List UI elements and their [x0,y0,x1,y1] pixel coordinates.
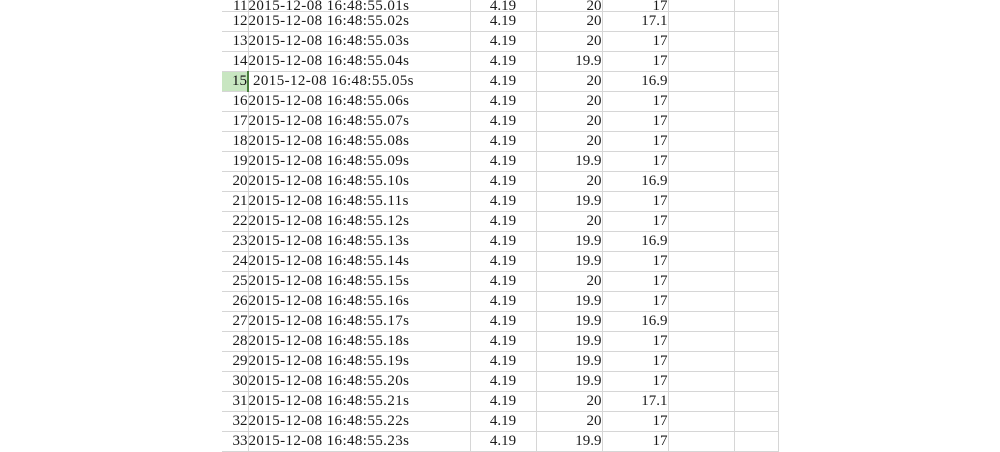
cell-timestamp[interactable]: 2015-12-08 16:48:55.05s [248,72,470,92]
cell-timestamp[interactable]: 2015-12-08 16:48:55.21s [248,392,470,412]
table-row[interactable] [222,192,778,212]
cell-value-d[interactable] [668,392,734,412]
cell-value-e[interactable] [734,32,778,52]
cell-value-d[interactable] [668,352,734,372]
cell-timestamp[interactable]: 2015-12-08 16:48:55.18s [248,332,470,352]
cell-value-c[interactable]: 17 [602,132,668,152]
cell-timestamp[interactable]: 2015-12-08 16:48:55.09s [248,152,470,172]
row-header[interactable]: 13 [222,32,248,52]
row-header[interactable]: 27 [222,312,248,332]
cell-timestamp[interactable]: 2015-12-08 16:48:55.11s [248,192,470,212]
table-row[interactable] [222,92,778,112]
cell-value-e[interactable] [734,112,778,132]
cell-value-d[interactable] [668,332,734,352]
cell-value-b[interactable]: 20 [536,32,602,52]
table-row[interactable] [222,252,778,272]
row-header[interactable]: 29 [222,352,248,372]
cell-value-c[interactable]: 16.9 [602,172,668,192]
cell-value-b[interactable]: 20 [536,172,602,192]
cell-value-b[interactable]: 19.9 [536,312,602,332]
cell-value-d[interactable] [668,32,734,52]
cell-timestamp[interactable]: 2015-12-08 16:48:55.15s [248,272,470,292]
cell-value-a[interactable]: 4.19 [470,172,536,192]
cell-value-c[interactable]: 17 [602,32,668,52]
cell-value-a[interactable]: 4.19 [470,292,536,312]
cell-timestamp[interactable]: 2015-12-08 16:48:55.14s [248,252,470,272]
table-row[interactable] [222,12,778,32]
cell-value-a[interactable]: 4.19 [470,412,536,432]
cell-value-c[interactable]: 17 [602,192,668,212]
cell-value-c[interactable]: 17 [602,212,668,232]
cell-value-d[interactable] [668,372,734,392]
cell-value-b[interactable]: 19.9 [536,372,602,392]
row-header[interactable]: 23 [222,232,248,252]
right-margin [778,0,1000,413]
cell-value-c[interactable]: 17 [602,92,668,112]
table-row[interactable] [222,412,778,432]
cell-value-b[interactable]: 20 [536,412,602,432]
cell-value-c[interactable]: 17 [602,272,668,292]
row-header[interactable]: 16 [222,92,248,112]
cell-value-b[interactable]: 20 [536,272,602,292]
row-header[interactable]: 14 [222,52,248,72]
table-row[interactable] [222,312,778,332]
cell-value-e[interactable] [734,152,778,172]
cell-value-c[interactable]: 16.9 [602,232,668,252]
row-header[interactable]: 30 [222,372,248,392]
data-table[interactable] [222,0,779,452]
cell-value-e[interactable] [734,12,778,32]
cell-value-a[interactable]: 4.19 [470,192,536,212]
cell-value-b[interactable]: 19.9 [536,292,602,312]
cell-value-c[interactable]: 17 [602,0,668,12]
cell-value-d[interactable] [668,192,734,212]
cell-value-c[interactable]: 17 [602,152,668,172]
cell-value-a[interactable]: 4.19 [470,132,536,152]
cell-value-c[interactable]: 17 [602,112,668,132]
table-row[interactable] [222,352,778,372]
cell-value-c[interactable]: 17 [602,332,668,352]
cell-timestamp[interactable]: 2015-12-08 16:48:55.16s [248,292,470,312]
cell-value-a[interactable]: 4.19 [470,232,536,252]
cell-timestamp[interactable]: 2015-12-08 16:48:55.10s [248,172,470,192]
table-row[interactable] [222,112,778,132]
row-header[interactable]: 28 [222,332,248,352]
table-row[interactable] [222,232,778,252]
cell-value-b[interactable]: 19.9 [536,152,602,172]
left-margin [0,0,222,413]
cell-timestamp[interactable]: 2015-12-08 16:48:55.19s [248,352,470,372]
cell-value-b[interactable]: 19.9 [536,252,602,272]
table-row[interactable] [222,432,778,452]
row-header[interactable]: 32 [222,412,248,432]
cell-timestamp[interactable]: 2015-12-08 16:48:55.12s [248,212,470,232]
cell-timestamp[interactable]: 2015-12-08 16:48:55.22s [248,412,470,432]
cell-value-d[interactable] [668,432,734,452]
row-header[interactable]: 17 [222,112,248,132]
table-row[interactable] [222,32,778,52]
cell-timestamp[interactable]: 2015-12-08 16:48:55.20s [248,372,470,392]
row-header[interactable]: 18 [222,132,248,152]
cell-value-d[interactable] [668,112,734,132]
cell-value-c[interactable]: 17.1 [602,12,668,32]
cell-value-a[interactable]: 4.19 [470,252,536,272]
cell-value-a[interactable]: 4.19 [470,392,536,412]
cell-value-c[interactable]: 17 [602,352,668,372]
cell-value-c[interactable]: 17 [602,292,668,312]
cell-value-d[interactable] [668,132,734,152]
row-header[interactable]: 31 [222,392,248,412]
cell-value-d[interactable] [668,12,734,32]
cell-value-c[interactable]: 17 [602,52,668,72]
cell-value-d[interactable] [668,412,734,432]
cell-timestamp[interactable]: 2015-12-08 16:48:55.04s [248,52,470,72]
row-header[interactable]: 24 [222,252,248,272]
cell-value-e[interactable] [734,212,778,232]
cell-timestamp[interactable]: 2015-12-08 16:48:55.06s [248,92,470,112]
cell-timestamp[interactable]: 2015-12-08 16:48:55.02s [248,12,470,32]
cell-value-c[interactable]: 17 [602,412,668,432]
cell-value-d[interactable] [668,72,734,92]
cell-value-b[interactable]: 19.9 [536,192,602,212]
cell-value-e[interactable] [734,432,778,452]
cell-timestamp[interactable]: 2015-12-08 16:48:55.07s [248,112,470,132]
cell-value-e[interactable] [734,412,778,432]
cell-value-d[interactable] [668,92,734,112]
cell-value-a[interactable]: 4.19 [470,332,536,352]
cell-value-e[interactable] [734,52,778,72]
cell-value-b[interactable]: 20 [536,112,602,132]
table-row[interactable] [222,52,778,72]
table-row[interactable] [222,332,778,352]
table-row[interactable] [222,72,778,92]
cell-value-b[interactable]: 20 [536,392,602,412]
cell-value-e[interactable] [734,252,778,272]
cell-value-e[interactable] [734,132,778,152]
cell-value-a[interactable]: 4.19 [470,72,536,92]
cell-value-b[interactable]: 19.9 [536,352,602,372]
cell-value-d[interactable] [668,212,734,232]
cell-value-d[interactable] [668,292,734,312]
cell-value-e[interactable] [734,172,778,192]
table-row[interactable] [222,372,778,392]
table-row[interactable] [222,272,778,292]
table-row[interactable] [222,132,778,152]
row-header[interactable]: 25 [222,272,248,292]
cell-value-c[interactable]: 17 [602,432,668,452]
cell-timestamp[interactable]: 2015-12-08 16:48:55.23s [248,432,470,452]
cell-timestamp[interactable]: 2015-12-08 16:48:55.13s [248,232,470,252]
cell-value-b[interactable]: 20 [536,92,602,112]
cell-value-b[interactable]: 19.9 [536,232,602,252]
cell-value-d[interactable] [668,152,734,172]
cell-value-e[interactable] [734,272,778,292]
row-header[interactable]: 22 [222,212,248,232]
cell-value-b[interactable]: 20 [536,212,602,232]
cell-timestamp[interactable]: 2015-12-08 16:48:55.03s [248,32,470,52]
cell-value-b[interactable]: 20 [536,132,602,152]
cell-value-b[interactable]: 20 [536,0,602,12]
cell-value-a[interactable]: 4.19 [470,0,536,12]
cell-timestamp[interactable]: 2015-12-08 16:48:55.17s [248,312,470,332]
cell-value-a[interactable]: 4.19 [470,152,536,172]
cell-value-e[interactable] [734,372,778,392]
cell-value-e[interactable] [734,352,778,372]
row-header[interactable]: 15 [222,72,248,92]
cell-value-a[interactable]: 4.19 [470,352,536,372]
row-header[interactable]: 26 [222,292,248,312]
cell-value-c[interactable]: 17 [602,252,668,272]
table-row[interactable] [222,152,778,172]
cell-value-e[interactable] [734,72,778,92]
cell-value-a[interactable]: 4.19 [470,372,536,392]
row-header[interactable]: 20 [222,172,248,192]
cell-value-c[interactable]: 17.1 [602,392,668,412]
cell-value-a[interactable]: 4.19 [470,212,536,232]
cell-value-a[interactable]: 4.19 [470,312,536,332]
cell-value-a[interactable]: 4.19 [470,52,536,72]
row-header[interactable]: 19 [222,152,248,172]
cell-value-c[interactable]: 17 [602,372,668,392]
cell-value-d[interactable] [668,252,734,272]
cell-value-e[interactable] [734,312,778,332]
cell-value-d[interactable] [668,272,734,292]
cell-value-d[interactable] [668,312,734,332]
cell-value-a[interactable]: 4.19 [470,432,536,452]
spreadsheet-grid[interactable] [222,0,778,452]
row-header[interactable]: 33 [222,432,248,452]
cell-value-b[interactable]: 19.9 [536,52,602,72]
cell-value-a[interactable]: 4.19 [470,272,536,292]
cell-value-a[interactable]: 4.19 [470,92,536,112]
cell-value-e[interactable] [734,292,778,312]
row-header[interactable]: 21 [222,192,248,212]
cell-value-c[interactable]: 16.9 [602,72,668,92]
table-row[interactable] [222,212,778,232]
row-header[interactable]: 11 [222,0,248,12]
cell-value-a[interactable]: 4.19 [470,112,536,132]
cell-value-a[interactable]: 4.19 [470,32,536,52]
cell-timestamp[interactable]: 2015-12-08 16:48:55.08s [248,132,470,152]
table-row[interactable] [222,0,778,12]
row-header[interactable]: 12 [222,12,248,32]
cell-value-e[interactable] [734,332,778,352]
cell-value-e[interactable] [734,232,778,252]
cell-value-b[interactable]: 19.9 [536,432,602,452]
cell-timestamp[interactable]: 2015-12-08 16:48:55.01s [248,0,470,12]
cell-value-b[interactable]: 20 [536,72,602,92]
cell-value-d[interactable] [668,172,734,192]
cell-value-e[interactable] [734,392,778,412]
cell-value-c[interactable]: 16.9 [602,312,668,332]
cell-value-d[interactable] [668,52,734,72]
cell-value-a[interactable]: 4.19 [470,12,536,32]
cell-value-b[interactable]: 20 [536,12,602,32]
table-row[interactable] [222,172,778,192]
cell-value-d[interactable] [668,232,734,252]
cell-value-e[interactable] [734,92,778,112]
cell-value-d[interactable] [668,0,734,12]
cell-value-b[interactable]: 19.9 [536,332,602,352]
cell-value-e[interactable] [734,0,778,12]
table-row[interactable] [222,292,778,312]
cell-value-e[interactable] [734,192,778,212]
table-row[interactable] [222,392,778,412]
